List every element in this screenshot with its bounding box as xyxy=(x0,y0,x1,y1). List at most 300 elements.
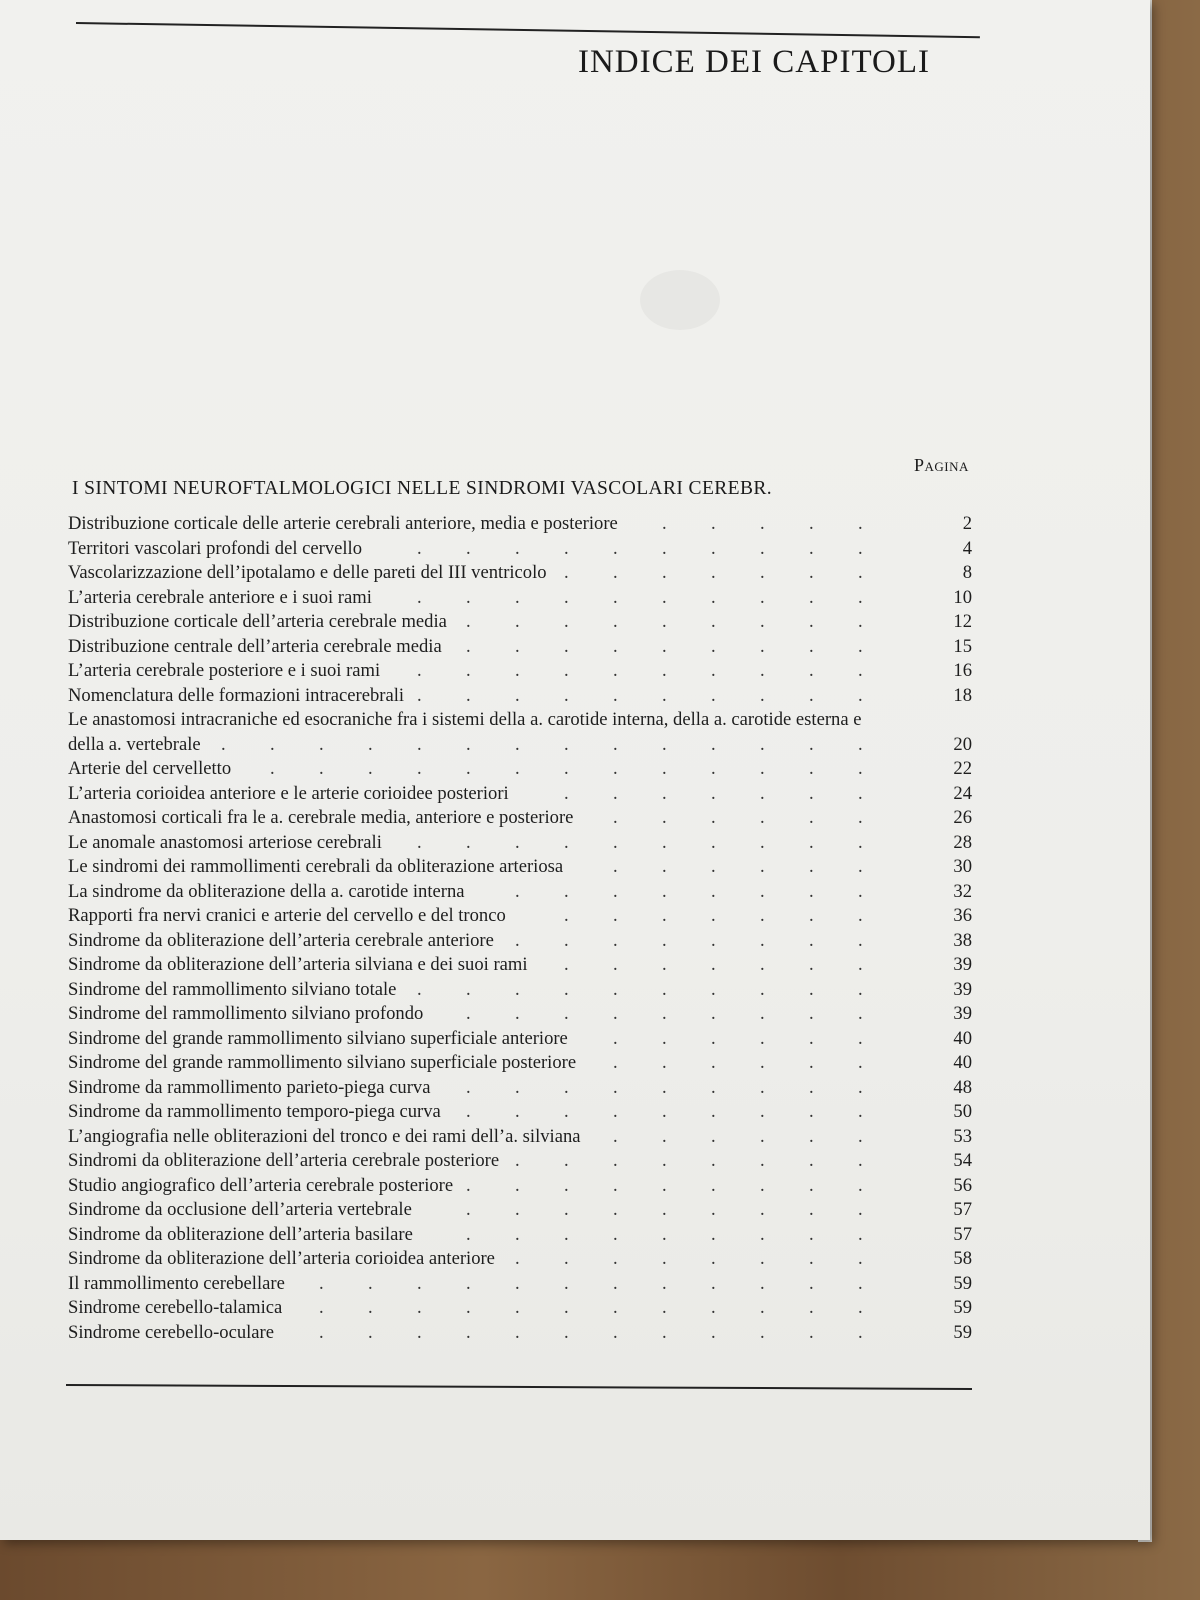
leader-dot: . xyxy=(466,758,471,779)
toc-entry-page-number: 39 xyxy=(953,954,972,975)
leader-dot: . xyxy=(515,611,520,632)
leader-dot: . xyxy=(270,758,275,779)
leader-dot: . xyxy=(858,513,863,534)
top-rule xyxy=(76,22,980,38)
leader-dot: . xyxy=(809,1125,814,1147)
leader-dot: . xyxy=(662,929,667,951)
toc-entry-page-number: 26 xyxy=(953,807,972,828)
leader-dot: . xyxy=(858,1003,863,1024)
leader-dot: . xyxy=(417,1272,422,1294)
leader-dot: . xyxy=(613,562,618,583)
leader-dot: . xyxy=(858,1125,863,1147)
leader-dot: . xyxy=(662,758,667,779)
leader-dot: . xyxy=(711,513,716,534)
leader-dot: . xyxy=(662,1101,667,1122)
leader-dot: . xyxy=(711,733,716,755)
leader-dot: . xyxy=(711,1272,716,1294)
toc-entry-title: Il rammollimento cerebellare xyxy=(68,1272,285,1294)
toc-entry xyxy=(68,1174,978,1199)
leader-dot: . xyxy=(711,635,716,657)
leader-dot: . xyxy=(613,684,618,706)
toc-entry xyxy=(68,904,978,929)
toc-entry xyxy=(68,659,978,684)
toc-entry xyxy=(68,1198,978,1223)
leader-dot: . xyxy=(662,1076,667,1098)
leader-dot: . xyxy=(711,586,716,608)
toc-entry xyxy=(68,806,978,831)
toc-entry-page-number: 32 xyxy=(953,880,972,902)
leader-dot: . xyxy=(613,905,618,926)
toc-entry-title: Distribuzione corticale delle arterie cerebrali anteriore, media e posteriore xyxy=(68,513,618,534)
leader-dot: . xyxy=(809,1027,814,1049)
dot-leader xyxy=(68,610,886,635)
leader-dot: . xyxy=(613,929,618,951)
toc-entry-title: Sindrome del grande rammollimento silviano superficiale posteriore xyxy=(68,1052,577,1073)
dot-leader xyxy=(68,978,886,1003)
leader-dot: . xyxy=(662,611,667,632)
leader-dot: . xyxy=(809,1297,814,1318)
leader-dot: . xyxy=(613,1248,618,1269)
toc-entry-title: Sindrome del grande rammollimento silviano superficiale anteriore xyxy=(68,1027,568,1049)
leader-dot: . xyxy=(515,635,520,657)
leader-dot: . xyxy=(564,1076,569,1098)
toc-entry xyxy=(68,855,978,880)
toc-entry xyxy=(68,537,978,562)
leader-dot: . xyxy=(613,1223,618,1245)
toc-entry-page-number: 2 xyxy=(962,513,972,534)
leader-dot: . xyxy=(858,1076,863,1098)
toc-entry xyxy=(68,1076,978,1101)
toc-entry-page-number: 53 xyxy=(953,1125,972,1147)
leader-dot: . xyxy=(466,978,471,1000)
leader-dot: . xyxy=(711,1223,716,1245)
leader-dot: . xyxy=(809,1150,814,1171)
leader-dot: . xyxy=(711,1052,716,1073)
toc-entry-title: Vascolarizzazione dell’ipotalamo e delle pareti del III ventricolo xyxy=(68,562,547,583)
leader-dot: . xyxy=(564,929,569,951)
leader-dot: . xyxy=(613,1027,618,1049)
leader-dot: . xyxy=(760,586,765,608)
toc-entry-title: Sindrome da obliterazione dell’arteria cerebrale anteriore xyxy=(68,929,494,951)
leader-dot: . xyxy=(417,831,422,853)
toc-entry-title: L’arteria cerebrale anteriore e i suoi rami xyxy=(68,586,372,608)
leader-dot: . xyxy=(613,856,618,877)
toc-entry-page-number: 4 xyxy=(962,537,972,559)
leader-dot: . xyxy=(613,1003,618,1024)
leader-dot: . xyxy=(613,537,618,559)
toc-entry-title: L’arteria cerebrale posteriore e i suoi rami xyxy=(68,660,381,681)
leader-dot: . xyxy=(711,562,716,583)
toc-entry-title: Studio angiografico dell’arteria cerebrale posteriore xyxy=(68,1174,454,1196)
leader-dot: . xyxy=(809,537,814,559)
toc-entry xyxy=(68,512,978,537)
toc-entry xyxy=(68,561,978,586)
leader-dot: . xyxy=(858,1052,863,1073)
leader-dot: . xyxy=(564,831,569,853)
leader-dot: . xyxy=(564,586,569,608)
leader-dot: . xyxy=(760,1321,765,1343)
leader-dot: . xyxy=(760,611,765,632)
toc-entry-page-number: 40 xyxy=(953,1027,972,1049)
bottom-rule xyxy=(66,1384,972,1390)
leader-dot: . xyxy=(711,1297,716,1318)
leader-dot: . xyxy=(466,1272,471,1294)
leader-dot: . xyxy=(662,831,667,853)
leader-dot: . xyxy=(662,513,667,534)
toc-entry-title: Arterie del cervelletto xyxy=(68,758,232,779)
leader-dot: . xyxy=(760,831,765,853)
leader-dot: . xyxy=(711,1248,716,1269)
leader-dot: . xyxy=(809,1003,814,1024)
toc-entry-title: Sindrome cerebello-oculare xyxy=(68,1321,274,1343)
leader-dot: . xyxy=(662,978,667,1000)
leader-dot: . xyxy=(417,537,422,559)
toc-entry-page-number: 15 xyxy=(953,635,972,657)
toc-entry xyxy=(68,1321,978,1346)
leader-dot: . xyxy=(662,954,667,975)
leader-dot: . xyxy=(515,929,520,951)
leader-dot: . xyxy=(368,1321,373,1343)
toc-entry-page-number: 39 xyxy=(953,978,972,1000)
leader-dot: . xyxy=(466,1297,471,1318)
toc-entry xyxy=(68,1125,978,1150)
toc-entry xyxy=(68,1223,978,1248)
leader-dot: . xyxy=(613,1297,618,1318)
leader-dot: . xyxy=(466,660,471,681)
leader-dot: . xyxy=(760,905,765,926)
leader-dot: . xyxy=(466,733,471,755)
toc-entry xyxy=(68,1296,978,1321)
leader-dot: . xyxy=(466,1003,471,1024)
dot-leader xyxy=(68,929,886,954)
toc-entry-page-number: 48 xyxy=(953,1076,972,1098)
leader-dot: . xyxy=(760,1248,765,1269)
leader-dot: . xyxy=(809,807,814,828)
leader-dot: . xyxy=(466,1076,471,1098)
leader-dot: . xyxy=(564,782,569,804)
leader-dot: . xyxy=(858,782,863,804)
leader-dot: . xyxy=(809,1174,814,1196)
leader-dot: . xyxy=(858,929,863,951)
leader-dot: . xyxy=(564,537,569,559)
leader-dot: . xyxy=(809,782,814,804)
leader-dot: . xyxy=(466,537,471,559)
leader-dot: . xyxy=(466,684,471,706)
leader-dot: . xyxy=(809,831,814,853)
leader-dot: . xyxy=(662,635,667,657)
leader-dot: . xyxy=(319,1272,324,1294)
dot-leader xyxy=(68,1247,886,1272)
leader-dot: . xyxy=(515,1297,520,1318)
leader-dot: . xyxy=(809,635,814,657)
leader-dot: . xyxy=(515,660,520,681)
leader-dot: . xyxy=(858,1248,863,1269)
leader-dot: . xyxy=(466,1101,471,1122)
leader-dot: . xyxy=(858,586,863,608)
leader-dot: . xyxy=(809,611,814,632)
toc-entry-page-number: 8 xyxy=(962,562,972,583)
leader-dot: . xyxy=(221,733,226,755)
toc-entry-title: La sindrome da obliterazione della a. carotide interna xyxy=(68,880,465,902)
leader-dot: . xyxy=(858,1321,863,1343)
toc-entry xyxy=(68,978,978,1003)
leader-dot: . xyxy=(613,880,618,902)
leader-dot: . xyxy=(858,611,863,632)
leader-dot: . xyxy=(515,1272,520,1294)
dot-leader xyxy=(68,1100,886,1125)
toc-entry-title: Sindrome del rammollimento silviano profondo xyxy=(68,1003,424,1024)
leader-dot: . xyxy=(515,684,520,706)
toc-entry xyxy=(68,684,978,709)
toc-entry-page-number: 18 xyxy=(953,684,972,706)
leader-dot: . xyxy=(662,537,667,559)
leader-dot: . xyxy=(319,733,324,755)
leader-dot: . xyxy=(270,733,275,755)
leader-dot: . xyxy=(515,1321,520,1343)
leader-dot: . xyxy=(564,1199,569,1220)
leader-dot: . xyxy=(760,1199,765,1220)
toc-entry-title: Le anastomosi intracraniche ed esocraniche fra i sistemi della a. carotide interna, della a. carotide esterna e della a. vertebrale xyxy=(68,709,862,755)
leader-dot: . xyxy=(564,1297,569,1318)
leader-dot: . xyxy=(809,978,814,1000)
leader-dot: . xyxy=(564,684,569,706)
section-heading: I SINTOMI NEUROFTALMOLOGICI NELLE SINDROMI VASCOLARI CEREBR. xyxy=(72,478,773,499)
leader-dot: . xyxy=(515,1223,520,1245)
leader-dot: . xyxy=(760,856,765,877)
leader-dot: . xyxy=(515,1150,520,1171)
leader-dot: . xyxy=(613,1321,618,1343)
leader-dot: . xyxy=(760,807,765,828)
leader-dot: . xyxy=(613,807,618,828)
toc-entry-title: Sindrome cerebello-talamica xyxy=(68,1297,283,1318)
leader-dot: . xyxy=(760,1052,765,1073)
leader-dot: . xyxy=(858,831,863,853)
leader-dot: . xyxy=(760,880,765,902)
toc-entry xyxy=(68,953,978,978)
leader-dot: . xyxy=(564,1003,569,1024)
leader-dot: . xyxy=(809,586,814,608)
leader-dot: . xyxy=(417,684,422,706)
toc-entry-page-number: 57 xyxy=(953,1199,972,1220)
leader-dot: . xyxy=(515,1174,520,1196)
toc-entry xyxy=(68,1149,978,1174)
leader-dot: . xyxy=(417,660,422,681)
leader-dot: . xyxy=(760,978,765,1000)
leader-dot: . xyxy=(613,954,618,975)
leader-dot: . xyxy=(809,880,814,902)
leader-dot: . xyxy=(858,880,863,902)
leader-dot: . xyxy=(858,733,863,755)
toc-entry-page-number: 56 xyxy=(953,1174,972,1196)
toc-entry-title: Territori vascolari profondi del cervello xyxy=(68,537,363,559)
toc-entry-page-number: 38 xyxy=(953,929,972,951)
leader-dot: . xyxy=(662,1150,667,1171)
leader-dot: . xyxy=(613,733,618,755)
paper-shadow xyxy=(640,270,720,330)
leader-dot: . xyxy=(613,1174,618,1196)
leader-dot: . xyxy=(466,635,471,657)
leader-dot: . xyxy=(760,1150,765,1171)
leader-dot: . xyxy=(564,880,569,902)
leader-dot: . xyxy=(809,856,814,877)
leader-dot: . xyxy=(711,782,716,804)
leader-dot: . xyxy=(613,831,618,853)
leader-dot: . xyxy=(809,1321,814,1343)
leader-dot: . xyxy=(368,1272,373,1294)
leader-dot: . xyxy=(466,1321,471,1343)
leader-dot: . xyxy=(858,635,863,657)
leader-dot: . xyxy=(711,856,716,877)
dot-leader xyxy=(68,1149,886,1174)
leader-dot: . xyxy=(613,1272,618,1294)
toc-entry-title: Sindrome del rammollimento silviano totale xyxy=(68,978,397,1000)
toc-entry xyxy=(68,782,978,807)
leader-dot: . xyxy=(760,684,765,706)
toc-entry-page-number: 30 xyxy=(953,856,972,877)
leader-dot: . xyxy=(662,1052,667,1073)
leader-dot: . xyxy=(760,782,765,804)
leader-dot: . xyxy=(662,880,667,902)
leader-dot: . xyxy=(711,1003,716,1024)
dot-leader xyxy=(68,1002,886,1027)
dot-leader xyxy=(68,1272,886,1297)
toc-entry xyxy=(68,880,978,905)
toc-entry-page-number: 50 xyxy=(953,1101,972,1122)
leader-dot: . xyxy=(858,758,863,779)
toc-entry-title: Sindrome da obliterazione dell’arteria corioidea anteriore xyxy=(68,1248,495,1269)
leader-dot: . xyxy=(368,758,373,779)
toc-entry-title: Rapporti fra nervi cranici e arterie del cervello e del tronco xyxy=(68,905,506,926)
leader-dot: . xyxy=(809,513,814,534)
toc-entry xyxy=(68,831,978,856)
leader-dot: . xyxy=(613,782,618,804)
leader-dot: . xyxy=(613,1125,618,1147)
dot-leader xyxy=(68,1125,886,1150)
leader-dot: . xyxy=(319,1297,324,1318)
leader-dot: . xyxy=(711,1321,716,1343)
leader-dot: . xyxy=(760,1272,765,1294)
leader-dot: . xyxy=(662,562,667,583)
dot-leader xyxy=(68,1027,886,1052)
leader-dot: . xyxy=(858,1272,863,1294)
leader-dot: . xyxy=(613,635,618,657)
leader-dot: . xyxy=(662,660,667,681)
leader-dot: . xyxy=(515,586,520,608)
leader-dot: . xyxy=(858,1101,863,1122)
leader-dot: . xyxy=(760,537,765,559)
leader-dot: . xyxy=(564,905,569,926)
leader-dot: . xyxy=(711,905,716,926)
leader-dot: . xyxy=(564,1248,569,1269)
page-title: INDICE DEI CAPITOLI xyxy=(577,44,930,80)
leader-dot: . xyxy=(662,856,667,877)
leader-dot: . xyxy=(466,611,471,632)
leader-dot: . xyxy=(417,1321,422,1343)
leader-dot: . xyxy=(662,807,667,828)
leader-dot: . xyxy=(760,733,765,755)
leader-dot: . xyxy=(858,1150,863,1171)
leader-dot: . xyxy=(858,660,863,681)
leader-dot: . xyxy=(564,733,569,755)
dot-leader xyxy=(68,659,886,684)
leader-dot: . xyxy=(809,733,814,755)
leader-dot: . xyxy=(760,513,765,534)
leader-dot: . xyxy=(858,905,863,926)
toc-entry-title: L’angiografia nelle obliterazioni del tronco e dei rami dell’a. silviana xyxy=(68,1125,581,1147)
toc-entry xyxy=(68,1051,978,1076)
dot-leader xyxy=(68,1296,886,1321)
leader-dot: . xyxy=(809,1272,814,1294)
leader-dot: . xyxy=(466,1223,471,1245)
leader-dot: . xyxy=(515,1101,520,1122)
dot-leader xyxy=(68,635,886,660)
dot-leader xyxy=(68,1198,886,1223)
leader-dot: . xyxy=(760,1101,765,1122)
toc-entry xyxy=(68,586,978,611)
leader-dot: . xyxy=(662,1321,667,1343)
dot-leader xyxy=(68,512,886,537)
leader-dot: . xyxy=(809,954,814,975)
leader-dot: . xyxy=(515,978,520,1000)
leader-dot: . xyxy=(809,660,814,681)
toc-entry-page-number: 36 xyxy=(953,905,972,926)
leader-dot: . xyxy=(711,807,716,828)
leader-dot: . xyxy=(809,929,814,951)
leader-dot: . xyxy=(809,684,814,706)
leader-dot: . xyxy=(613,1150,618,1171)
toc-entry-page-number: 59 xyxy=(953,1272,972,1294)
toc-entry-page-number: 59 xyxy=(953,1297,972,1318)
leader-dot: . xyxy=(858,1223,863,1245)
leader-dot: . xyxy=(858,856,863,877)
toc-entry-title: Sindrome da rammollimento parieto-piega curva xyxy=(68,1076,431,1098)
leader-dot: . xyxy=(760,1174,765,1196)
dot-leader xyxy=(68,537,886,562)
toc-entry-page-number: 40 xyxy=(953,1052,972,1073)
leader-dot: . xyxy=(564,954,569,975)
toc-entry-page-number: 16 xyxy=(953,660,972,681)
leader-dot: . xyxy=(760,1027,765,1049)
toc-entry-title: Sindrome da obliterazione dell’arteria silviana e dei suoi rami xyxy=(68,954,528,975)
dot-leader xyxy=(68,1051,886,1076)
dot-leader xyxy=(68,757,886,782)
leader-dot: . xyxy=(662,1174,667,1196)
leader-dot: . xyxy=(711,1125,716,1147)
leader-dot: . xyxy=(466,1199,471,1220)
leader-dot: . xyxy=(417,758,422,779)
leader-dot: . xyxy=(515,537,520,559)
leader-dot: . xyxy=(515,733,520,755)
leader-dot: . xyxy=(515,1076,520,1098)
dot-leader xyxy=(68,880,886,905)
leader-dot: . xyxy=(662,733,667,755)
leader-dot: . xyxy=(662,1297,667,1318)
toc-entry xyxy=(68,610,978,635)
leader-dot: . xyxy=(613,978,618,1000)
leader-dot: . xyxy=(809,562,814,583)
leader-dot: . xyxy=(809,1223,814,1245)
leader-dot: . xyxy=(711,758,716,779)
toc-entry-title: Sindromi da obliterazione dell’arteria cerebrale posteriore xyxy=(68,1150,500,1171)
leader-dot: . xyxy=(417,978,422,1000)
toc-entry-title: Sindrome da occlusione dell’arteria vertebrale xyxy=(68,1199,412,1220)
leader-dot: . xyxy=(662,1003,667,1024)
leader-dot: . xyxy=(564,758,569,779)
leader-dot: . xyxy=(711,611,716,632)
leader-dot: . xyxy=(515,831,520,853)
leader-dot: . xyxy=(760,1076,765,1098)
leader-dot: . xyxy=(760,758,765,779)
